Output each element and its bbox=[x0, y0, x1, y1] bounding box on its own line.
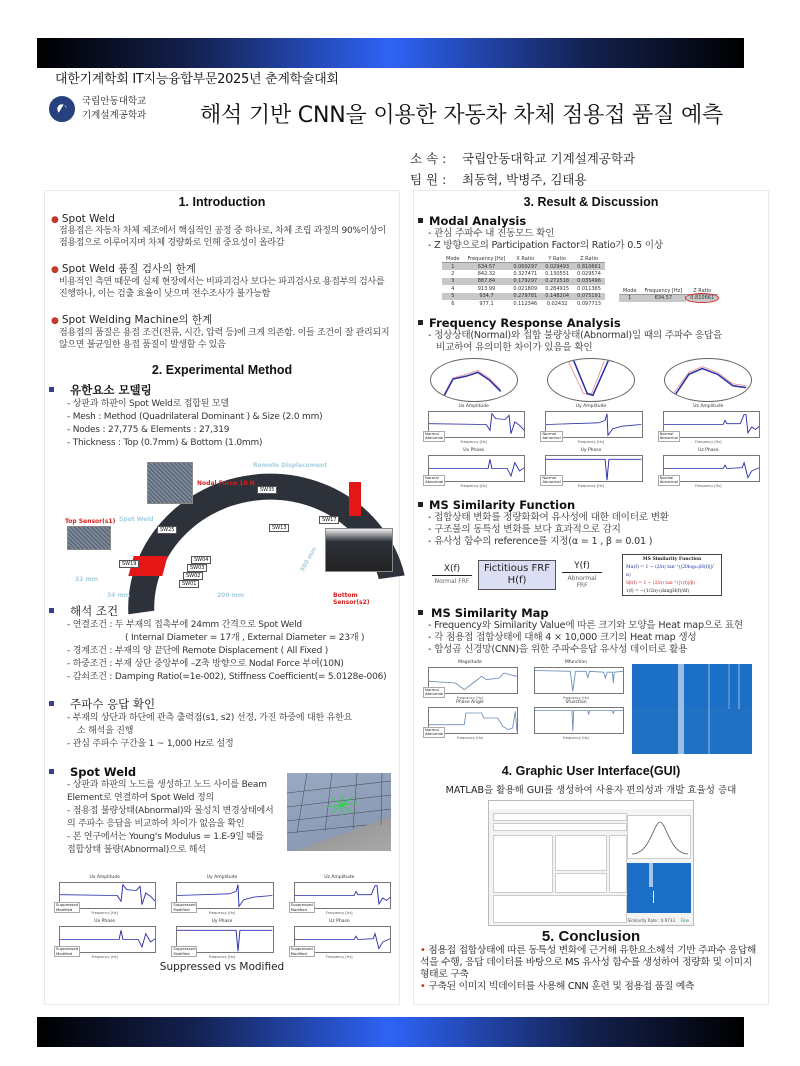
legend-item: Normal bbox=[425, 474, 439, 480]
plot-title: Ux Phase bbox=[94, 919, 116, 924]
cell: 0.130551 bbox=[545, 270, 570, 277]
similarity-heatmap bbox=[632, 664, 752, 754]
legend-item: Modified bbox=[290, 906, 307, 912]
table-row bbox=[442, 278, 605, 286]
x-axis-label: Frequency [Hz] bbox=[208, 955, 236, 959]
legend-item: Suppressed bbox=[290, 946, 313, 951]
top-sensor-inset bbox=[67, 526, 111, 550]
plot-phase-angle bbox=[420, 700, 520, 740]
cell: 887.84 bbox=[464, 278, 510, 286]
legend-item: Abnormal bbox=[542, 479, 561, 484]
frequency-line: - 관심 주파수 구간을 1 ~ 1,000 Hz로 설정 bbox=[67, 739, 234, 749]
x-axis-label: Frequency (Hz) bbox=[562, 735, 590, 740]
x-axis-label: Frequency [Hz] bbox=[208, 911, 236, 915]
legend-item: Abnormal bbox=[659, 435, 678, 440]
box-line: Fictitious FRF bbox=[484, 562, 550, 574]
spot-weld-label: Spot Weld bbox=[119, 516, 154, 523]
plot-ux-amplitude bbox=[420, 404, 527, 444]
plot-uy-phase bbox=[537, 448, 644, 488]
plot-title: Sfunction bbox=[565, 699, 587, 705]
gui-results-table bbox=[493, 895, 627, 923]
legend-item: Abnormal bbox=[659, 479, 678, 484]
intro-item bbox=[45, 300, 399, 351]
cell: 0.011365 bbox=[577, 285, 601, 292]
zoom-ovals bbox=[414, 354, 768, 402]
cell: 842.32 bbox=[477, 270, 496, 277]
frequency-line: - 부재의 상단과 하단에 관측 출력점(s1, s2) 선정, 가진 하중에 대한 유한요 bbox=[67, 713, 353, 723]
fem-line: - Nodes : 27,775 & Elements : 27,319 bbox=[67, 425, 230, 435]
condition-line: - 감쇠조건 : Damping Ratio(=1e-002), Stiffness Coefficient(= 5.0128e-006) bbox=[67, 672, 387, 682]
plot-title: Uy Phase bbox=[211, 919, 233, 924]
spot-weld-section bbox=[45, 765, 399, 875]
legend-item: Abnormal bbox=[425, 479, 444, 484]
spot-weld-tag: SW01 bbox=[179, 580, 199, 588]
table-row bbox=[442, 270, 605, 278]
col-header: X Ratio bbox=[509, 256, 541, 263]
intro-item bbox=[45, 213, 399, 249]
plot-title: Uz Amplitude bbox=[324, 875, 355, 880]
x-axis-label: Frequency [Hz] bbox=[91, 911, 118, 915]
cell: 0.327471 bbox=[513, 270, 538, 277]
square-bullet-icon bbox=[49, 701, 54, 706]
output-label: Y(f) bbox=[562, 561, 602, 573]
legend-item: Abnormal bbox=[425, 731, 444, 736]
gui-titlebar bbox=[489, 801, 693, 809]
spotweld-line: - 상판과 하판의 노드를 생성하고 노드 사이를 Beam bbox=[67, 780, 267, 790]
legend-item: Normal bbox=[425, 726, 439, 732]
university-logo-icon bbox=[49, 96, 75, 122]
cell: 0.179297 bbox=[509, 278, 541, 286]
right-panel bbox=[413, 190, 769, 1005]
x-axis-label: Frequency (Hz) bbox=[562, 695, 590, 700]
ms-map-line: - 합성곱 신경망(CNN)을 위한 주파수응답 유사성 데이터로 활용 bbox=[428, 643, 688, 655]
affiliation-value: 국립안동대학교 기계설계공학과 bbox=[462, 151, 636, 166]
plot-title: Uy Phase bbox=[580, 447, 602, 453]
modal-table bbox=[442, 256, 605, 308]
col-header: Mode bbox=[442, 256, 464, 263]
plot-title: Uz Phase bbox=[329, 919, 350, 924]
modal-line: - Z 방향으로의 Participation Factor의 Ratio가 0.5 이상 bbox=[428, 240, 663, 251]
spotweld-line: - 본 연구에서는 Young's Modulus = 1.E-9일 때를 bbox=[67, 832, 264, 842]
intro-item bbox=[45, 249, 399, 300]
cell: 0.029574 bbox=[577, 270, 601, 277]
university-line2: 기계설계공학과 bbox=[82, 110, 147, 121]
spotweld-line: 의 주파수 응답을 비교하여 차이가 없음을 확인 bbox=[67, 819, 245, 829]
cell: 6 bbox=[451, 300, 455, 307]
spot-weld-tag: SW13 bbox=[269, 524, 289, 532]
legend-item: Modified bbox=[173, 906, 190, 912]
col-header: Z Ratio bbox=[573, 256, 605, 263]
table-row bbox=[442, 300, 605, 308]
col-header: Y Ratio bbox=[541, 256, 573, 263]
gui-status bbox=[628, 918, 689, 923]
intro-item-text: 비용적인 측면 때문에 실제 현장에서는 비파괴검사 보다는 파괴검사로 용접부의 검사를 진행하나, 이는 검출 효율이 낮으며 전수조사가 불가능함 bbox=[59, 277, 385, 299]
legend-item: Modified bbox=[56, 906, 73, 912]
x-axis-label: Frequency [Hz] bbox=[695, 483, 722, 488]
col-header: Frequency [Hz] bbox=[641, 288, 687, 295]
spot-weld-tag: SW02 bbox=[183, 572, 203, 580]
bullet-icon: ● bbox=[51, 265, 59, 275]
intro-item-title: Spot Weld bbox=[61, 213, 115, 225]
spot-weld-tag: SW19 bbox=[119, 560, 139, 568]
results-heading: 3. Result & Discussion bbox=[523, 195, 659, 209]
x-axis-label: Frequency (Hz) bbox=[456, 735, 484, 740]
status-fine-label: Fine bbox=[680, 917, 689, 923]
university-line1: 국립안동대학교 bbox=[82, 96, 147, 107]
gui-heading: 4. Graphic User Interface(GUI) bbox=[501, 763, 681, 778]
legend-item: Suppressed bbox=[56, 946, 79, 951]
fictitious-frf-box bbox=[478, 560, 556, 590]
fra-line: - 정상상태(Normal)와 접합 불량상태(Abnormal)일 때의 주파수 응답을 bbox=[428, 329, 723, 341]
ms-function-title: MS Similarity Function bbox=[429, 497, 576, 512]
conclusion-item bbox=[414, 981, 768, 993]
heatmap-stripe bbox=[708, 664, 710, 754]
university-name bbox=[82, 95, 146, 123]
dimension-label: 500 mm bbox=[298, 546, 319, 573]
modal-line: - 관심 주파수 내 진동모드 확인 bbox=[428, 228, 555, 239]
gui-force-panel bbox=[555, 873, 607, 893]
spot-weld-mesh-image bbox=[287, 773, 391, 851]
conclusion-text: 점용접 접합상태에 따른 동특성 변화에 근거해 유한요소해석 기반 주파수 응답해석을 수행, 응답 데이터를 바탕으로 MS 유사성 함수를 생성하여 정량화 및 이미지 형태로 구축 bbox=[420, 944, 757, 980]
input-sub-label: Normal FRF bbox=[434, 578, 470, 585]
cell: 0.075191 bbox=[573, 293, 605, 301]
gui-description: MATLAB을 활용해 GUI를 생성하여 사용자 편의성과 개발 효율성 증대 bbox=[445, 784, 737, 796]
gui-path-field bbox=[493, 813, 627, 821]
team-value: 최동혁, 박병주, 김태용 bbox=[462, 172, 587, 187]
cell: 634.57 bbox=[641, 294, 687, 302]
legend-item: Normal bbox=[425, 430, 439, 436]
spot-weld-tag: SW17 bbox=[319, 516, 339, 524]
plot-uz-phase bbox=[655, 448, 762, 488]
plot-uz-phase bbox=[286, 919, 393, 959]
output-sub-label: Abnormal FRF bbox=[567, 574, 597, 589]
cell: 0.272518 bbox=[541, 278, 573, 286]
heatmap-stripe bbox=[728, 664, 730, 709]
legend-item: Suppressed bbox=[173, 902, 196, 907]
table-row bbox=[442, 285, 605, 293]
gui-heatmap bbox=[627, 863, 691, 913]
spotweld-line: 접합상태 불량(Abnormal)으로 해석 bbox=[67, 845, 206, 855]
conference-name: 대한기계학회 IT지능융합부문2025년 춘계학술대회 bbox=[55, 72, 339, 87]
x-axis-label: Frequency [Hz] bbox=[577, 483, 605, 488]
ms-function-line: - 유사성 함수의 reference를 지정(α = 1 , β = 0.01 ) bbox=[428, 535, 653, 547]
x-axis-label: Frequency [Hz] bbox=[326, 911, 353, 915]
similarity-rate-label: Similarity Rate : 0.9733 bbox=[627, 917, 675, 923]
footer-band bbox=[37, 1017, 744, 1047]
bottom-sensor-label: Bottom Sensor(s2) bbox=[333, 592, 370, 606]
plot-uy-amplitude bbox=[168, 875, 275, 915]
conclusion-heading: 5. Conclusion bbox=[541, 927, 641, 945]
fra-line: 비교하여 유의미한 차이가 있음을 확인 bbox=[436, 341, 593, 353]
ms-function-line: - 접합상태 변화를 정량화화여 유사성에 대한 데이터로 변환 bbox=[428, 511, 669, 523]
plot-title: Phase Angle bbox=[456, 699, 484, 705]
plots-caption: Suppressed vs Modified bbox=[159, 961, 285, 973]
cell: 0.029493 bbox=[541, 263, 573, 271]
square-bullet-icon bbox=[49, 769, 54, 774]
legend-item: Normal bbox=[425, 686, 439, 692]
spotweld-line: - 점용접 불량상태(Abnormal)와 물성치 변경상태에서 bbox=[67, 806, 274, 816]
ms-map-line: - Frequency와 Similarity Value에 따른 크기와 모양을 Heat map으로 표현 bbox=[428, 619, 743, 631]
fem-line: - Thickness : Top (0.7mm) & Bottom (1.0mm) bbox=[67, 438, 263, 448]
team-label: 팀 원 : bbox=[410, 172, 447, 187]
cell: 3 bbox=[442, 278, 464, 286]
heatmap-stripe bbox=[678, 664, 684, 754]
legend-item: Abnormal bbox=[425, 691, 444, 696]
plot-title: Uz Phase bbox=[698, 447, 719, 453]
ms-map-heading bbox=[414, 606, 768, 620]
zoom-inset-top bbox=[147, 462, 193, 504]
legend-item: Suppressed bbox=[56, 902, 79, 907]
zoom-oval-x bbox=[430, 358, 518, 402]
highlighted-cell: 0.810661 bbox=[686, 294, 718, 302]
square-bullet-icon bbox=[49, 608, 54, 613]
plot-title: Ux Phase bbox=[463, 447, 485, 453]
highlight-table bbox=[619, 288, 718, 302]
plot-uy-amplitude bbox=[537, 404, 644, 444]
zoom-oval-y bbox=[547, 358, 635, 402]
modal-title: Modal Analysis bbox=[429, 214, 527, 228]
cell: 4 bbox=[451, 285, 455, 292]
x-axis-label: Frequency [Hz] bbox=[91, 955, 118, 959]
square-bullet-icon bbox=[418, 320, 423, 325]
conditions-title: 해석 조건 bbox=[70, 604, 119, 618]
cell: 977.1 bbox=[479, 300, 494, 307]
poster-title: 해석 기반 CNN을 이용한 자동차 차체 점용접 품질 예측 bbox=[200, 103, 724, 128]
cell: 634.57 bbox=[464, 263, 510, 271]
frequency-heading bbox=[45, 696, 399, 712]
legend-item: Suppressed bbox=[173, 946, 196, 951]
input-signal bbox=[432, 564, 472, 585]
col-header: Frequency [Hz] bbox=[464, 256, 510, 263]
ms-formula-box bbox=[622, 554, 722, 596]
fem-model-diagram bbox=[57, 456, 387, 606]
frequency-title: 주파수 응답 확인 bbox=[70, 697, 156, 711]
matlab-gui-screenshot bbox=[488, 800, 694, 926]
normal-vs-abnormal-plots bbox=[414, 404, 768, 488]
legend-item: Modified bbox=[173, 950, 190, 956]
intro-item-title: Spot Weld 품질 검사의 한계 bbox=[61, 263, 196, 275]
legend-item: Modified bbox=[290, 950, 307, 956]
cell: 0.097713 bbox=[577, 300, 601, 307]
method-heading: 2. Experimental Method bbox=[151, 363, 293, 377]
cell: 5 bbox=[442, 293, 464, 301]
affiliation-block bbox=[410, 148, 635, 190]
intro-item-text: 점용접은 자동차 차체 제조에서 핵심적인 공정 중 하나로, 차체 조립 과정의 90%이상이 점용접으로 이루어지며 차체 경량화로 인해 중요성이 올라감 bbox=[59, 226, 386, 248]
ms-function-line: - 구조물의 동특성 변화를 보다 효과적으로 감지 bbox=[428, 523, 621, 535]
spot-weld-tag: SW04 bbox=[191, 556, 211, 564]
intro-item-title: Spot Welding Machine의 한계 bbox=[61, 314, 213, 326]
x-axis-label: Frequency (Hz) bbox=[456, 695, 484, 700]
gui-sensor-panel bbox=[493, 835, 553, 893]
plot-title: Uy Amplitude bbox=[206, 875, 238, 880]
legend-item: Normal bbox=[659, 430, 674, 436]
header-band bbox=[37, 38, 744, 68]
bullet-icon: • bbox=[420, 944, 429, 956]
square-bullet-icon bbox=[418, 610, 423, 615]
bullet-icon: • bbox=[420, 980, 429, 992]
gui-path-field bbox=[493, 823, 627, 831]
ms-map-line: - 각 점용접 접합상태에 대해 4 × 10,000 크기의 Heat map 생성 bbox=[428, 631, 697, 643]
fra-heading bbox=[414, 316, 768, 330]
cell: 1 bbox=[619, 294, 641, 302]
fem-line: - Mesh : Method (Quadrilateral Dominant ) & Size (2.0 mm) bbox=[67, 412, 323, 422]
formula-tau: τ(f) = −(1/2π)·(dangH(f)/df) bbox=[626, 588, 690, 594]
formula-title: MS Similarity Function bbox=[642, 556, 702, 562]
condition-line: ( Internal Diameter = 17개 , External Diameter = 23개 ) bbox=[125, 633, 365, 643]
plot-title: Uz Amplitude bbox=[693, 403, 724, 409]
plot-title: Uy Amplitude bbox=[575, 403, 607, 409]
ms-right-plots bbox=[526, 660, 626, 754]
cell: 0.021809 bbox=[513, 285, 538, 292]
gui-gaussian-plot bbox=[627, 815, 691, 859]
cell: 1 bbox=[442, 263, 464, 271]
spotweld-line: Element로 연결하여 Spot Weld 정의 bbox=[67, 793, 214, 803]
cell: 0.279781 bbox=[509, 293, 541, 301]
plot-title: Ux Amplitude bbox=[89, 875, 120, 880]
cell: 0.02432 bbox=[546, 300, 568, 307]
condition-line: - 경계조건 : 부재의 양 끝단에 Remote Displacement ( All Fixed ) bbox=[67, 646, 329, 656]
cell: 0.148204 bbox=[541, 293, 573, 301]
plot-title: Mfunction bbox=[564, 659, 588, 665]
x-axis-label: Frequency [Hz] bbox=[460, 439, 487, 444]
remote-displacement-label: Remote Displacement bbox=[253, 462, 328, 469]
square-bullet-icon bbox=[49, 387, 54, 392]
heatmap-stripe bbox=[738, 664, 740, 709]
ms-map-title: MS Similarity Map bbox=[431, 605, 549, 620]
plot-ux-phase bbox=[420, 448, 527, 488]
legend-item: Abnormal bbox=[542, 435, 561, 440]
condition-line: - 하중조건 : 부재 상단 중앙부에 –Z축 방향으로 Nodal Force 부여(10N) bbox=[67, 659, 344, 669]
bottom-sensor-inset bbox=[325, 528, 393, 572]
bullet-icon: ● bbox=[51, 215, 59, 225]
left-panel bbox=[44, 190, 400, 1005]
cell: 934.7 bbox=[464, 293, 510, 301]
legend-item: Normal bbox=[659, 474, 674, 480]
dimension-label: 200 mm bbox=[217, 592, 245, 599]
nodal-force-label: Nodal Force 10 N bbox=[197, 480, 255, 487]
spot-weld-tag: SW25 bbox=[157, 526, 177, 534]
fem-heading bbox=[45, 382, 399, 398]
ms-left-plots bbox=[420, 660, 520, 754]
x-axis-label: Frequency [Hz] bbox=[326, 955, 353, 959]
cell: 0.284915 bbox=[545, 285, 570, 292]
fra-title: Frequency Response Analysis bbox=[429, 315, 621, 330]
suppressed-vs-modified-plots bbox=[45, 875, 399, 959]
plot-title: Magnitude bbox=[458, 659, 482, 665]
modal-tables bbox=[414, 252, 768, 308]
square-bullet-icon bbox=[418, 218, 423, 223]
legend-item: Suppressed bbox=[290, 902, 313, 907]
fem-title: 유한요소 모델링 bbox=[70, 383, 152, 397]
box-line: H(f) bbox=[507, 574, 527, 586]
ms-map-figures bbox=[414, 656, 768, 754]
cell: 0.112346 bbox=[513, 300, 538, 307]
plot-uy-phase bbox=[168, 919, 275, 959]
input-label: X(f) bbox=[432, 564, 472, 576]
cell: 2 bbox=[451, 270, 455, 277]
modal-heading bbox=[414, 214, 768, 228]
introduction-heading: 1. Introduction bbox=[178, 195, 266, 209]
plot-uz-amplitude bbox=[655, 404, 762, 444]
dimension-label: 34 mm bbox=[107, 592, 130, 599]
formula-m: Mα(f) = 1 − (2/π) tan⁻¹(|20log₁₀|H(f)||/α) bbox=[626, 564, 714, 578]
legend-item: Normal bbox=[542, 430, 557, 436]
cell: 0.069297 bbox=[509, 263, 541, 271]
plot-ux-amplitude bbox=[51, 875, 158, 915]
top-sensor-label: Top Sensor(s1) bbox=[65, 518, 116, 525]
col-header: Z Ratio bbox=[686, 288, 718, 295]
table-row bbox=[442, 263, 605, 271]
plot-ux-phase bbox=[51, 919, 158, 959]
condition-line: - 연결조건 : 두 부재의 접촉부에 24mm 간격으로 Spot Weld bbox=[67, 620, 302, 630]
spotweld-title: Spot Weld bbox=[70, 765, 137, 779]
plot-sfunction bbox=[526, 700, 626, 740]
cell: 0.810661 bbox=[573, 263, 605, 271]
bullet-icon: ● bbox=[51, 316, 59, 326]
legend-item: Modified bbox=[56, 950, 73, 956]
legend-item: Abnormal bbox=[425, 435, 444, 440]
conclusion-item bbox=[414, 945, 768, 981]
plot-uz-amplitude bbox=[286, 875, 393, 915]
fixed-end-right bbox=[349, 482, 361, 516]
dimension-label: 32 mm bbox=[75, 576, 98, 583]
formula-s: Sβ(f) = 1 − (2/π) tan⁻¹(|τ(f)|/β) bbox=[626, 580, 696, 586]
spot-weld-tag: SW03 bbox=[187, 564, 207, 572]
cell: 913.99 bbox=[477, 285, 496, 292]
x-axis-label: Frequency [Hz] bbox=[695, 439, 722, 444]
zoom-oval-z bbox=[664, 358, 752, 402]
ms-flow-diagram bbox=[432, 554, 768, 596]
table-row bbox=[442, 293, 605, 301]
gui-condition-panel bbox=[555, 835, 607, 871]
frequency-line: 소 해석을 진행 bbox=[77, 726, 134, 736]
plot-title: Ux Amplitude bbox=[458, 403, 489, 409]
x-axis-label: Frequency [Hz] bbox=[577, 439, 605, 444]
square-bullet-icon bbox=[418, 502, 423, 507]
plot-magnitude bbox=[420, 660, 520, 700]
col-header: Mode bbox=[619, 288, 641, 295]
legend-item: Normal bbox=[542, 474, 557, 480]
conclusion-text: 구축된 이미지 빅데이터를 사용해 CNN 훈련 및 점용접 품질 예측 bbox=[428, 980, 695, 992]
ms-function-heading bbox=[414, 498, 768, 512]
spot-weld-tag: SW35 bbox=[257, 486, 277, 494]
affiliation-label: 소 속 : bbox=[410, 151, 447, 166]
table-row bbox=[619, 294, 718, 302]
gui-buttons bbox=[609, 835, 627, 893]
fem-line: - 상판과 하판이 Spot Weld로 접합된 모델 bbox=[67, 399, 229, 409]
cell: 0.035496 bbox=[573, 278, 605, 286]
plot-mfunction bbox=[526, 660, 626, 700]
x-axis-label: Frequency [Hz] bbox=[460, 483, 487, 488]
intro-item-text: 점용접의 품질은 용접 조건(전류, 시간, 압력 등)에 크게 의존함. 이들 조건이 잘 관리되지 않으면 불균일한 용접 품질이 발생할 수 있음 bbox=[59, 328, 390, 350]
output-signal bbox=[562, 561, 602, 589]
